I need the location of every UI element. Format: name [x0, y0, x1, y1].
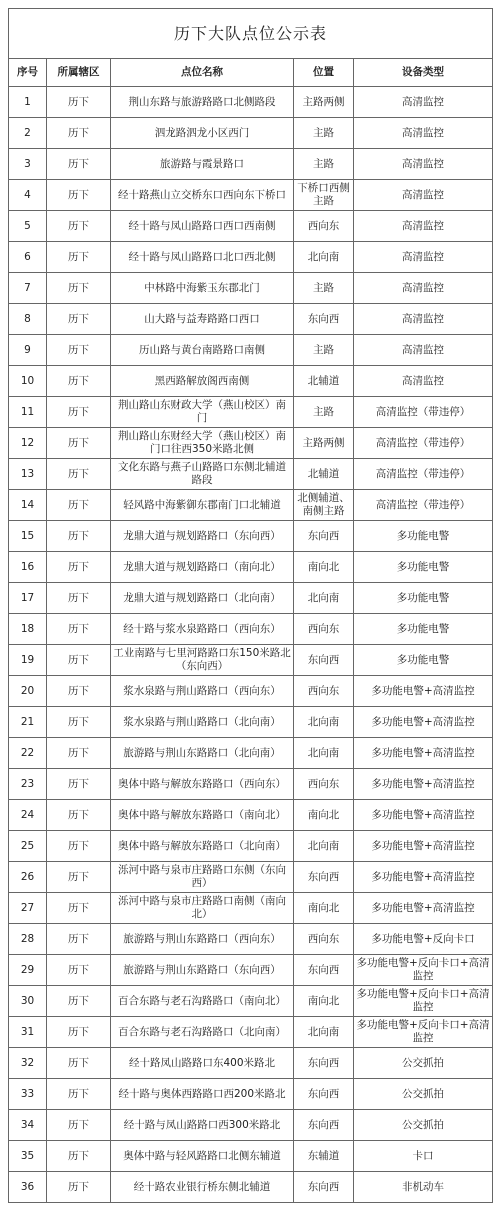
- cell-device-type: 多功能电警: [354, 645, 493, 676]
- cell-position: 南向北: [294, 986, 354, 1017]
- cell-name: 经十路与凤山路路口西300米路北: [111, 1110, 294, 1141]
- cell-device-type: 高清监控: [354, 366, 493, 397]
- cell-position: 北侧辅道、南侧主路: [294, 490, 354, 521]
- cell-no: 14: [9, 490, 47, 521]
- cell-district: 历下: [47, 180, 111, 211]
- cell-device-type: 多功能电警+高清监控: [354, 738, 493, 769]
- cell-no: 34: [9, 1110, 47, 1141]
- cell-name: 旅游路与荆山东路路口（北向南）: [111, 738, 294, 769]
- cell-district: 历下: [47, 428, 111, 459]
- table-body: [9, 87, 493, 1203]
- cell-no: 19: [9, 645, 47, 676]
- cell-no: 36: [9, 1172, 47, 1203]
- header-row: [9, 59, 493, 87]
- cell-name: 经十路与奥体西路路口西200米路北: [111, 1079, 294, 1110]
- cell-no: 9: [9, 335, 47, 366]
- cell-device-type: 高清监控: [354, 273, 493, 304]
- table-row: [9, 1079, 493, 1110]
- cell-district: 历下: [47, 149, 111, 180]
- cell-position: 南向北: [294, 552, 354, 583]
- cell-name: 经十路燕山立交桥东口西向东下桥口: [111, 180, 294, 211]
- header-device-type: 设备类型: [354, 59, 493, 87]
- cell-no: 10: [9, 366, 47, 397]
- cell-no: 4: [9, 180, 47, 211]
- cell-no: 17: [9, 583, 47, 614]
- cell-district: 历下: [47, 1017, 111, 1048]
- cell-name: 荆山东路与旅游路路口北侧路段: [111, 87, 294, 118]
- cell-name: 经十路与凤山路路口西口西南侧: [111, 211, 294, 242]
- table-row: [9, 924, 493, 955]
- table-row: [9, 180, 493, 211]
- cell-device-type: 高清监控: [354, 149, 493, 180]
- header-no: 序号: [9, 59, 47, 87]
- cell-device-type: 公交抓拍: [354, 1048, 493, 1079]
- cell-device-type: 多功能电警+反向卡口+高清监控: [354, 955, 493, 986]
- table-row: [9, 459, 493, 490]
- table-row: [9, 149, 493, 180]
- cell-district: 历下: [47, 769, 111, 800]
- cell-position: 主路: [294, 273, 354, 304]
- cell-district: 历下: [47, 1048, 111, 1079]
- cell-no: 20: [9, 676, 47, 707]
- cell-no: 23: [9, 769, 47, 800]
- cell-position: 东向西: [294, 955, 354, 986]
- header-district: 所属辖区: [47, 59, 111, 87]
- table-row: [9, 242, 493, 273]
- cell-district: 历下: [47, 676, 111, 707]
- cell-position: 东向西: [294, 1172, 354, 1203]
- cell-district: 历下: [47, 335, 111, 366]
- cell-no: 18: [9, 614, 47, 645]
- table-row: [9, 614, 493, 645]
- table-row: [9, 1141, 493, 1172]
- cell-name: 旅游路与霞景路口: [111, 149, 294, 180]
- cell-position: 东向西: [294, 1079, 354, 1110]
- cell-district: 历下: [47, 738, 111, 769]
- cell-device-type: 多功能电警+反向卡口+高清监控: [354, 986, 493, 1017]
- cell-device-type: 多功能电警: [354, 521, 493, 552]
- cell-district: 历下: [47, 1141, 111, 1172]
- cell-position: 东辅道: [294, 1141, 354, 1172]
- cell-name: 历山路与黄台南路路口南侧: [111, 335, 294, 366]
- table-row: [9, 366, 493, 397]
- cell-position: 北向南: [294, 583, 354, 614]
- cell-name: 旅游路与荆山东路路口（西向东）: [111, 924, 294, 955]
- cell-no: 33: [9, 1079, 47, 1110]
- cell-district: 历下: [47, 521, 111, 552]
- cell-no: 27: [9, 893, 47, 924]
- sheet: [8, 8, 492, 1203]
- cell-district: 历下: [47, 955, 111, 986]
- cell-district: 历下: [47, 459, 111, 490]
- cell-device-type: 高清监控: [354, 118, 493, 149]
- cell-device-type: 多功能电警: [354, 583, 493, 614]
- cell-name: 奥体中路与解放东路路口（南向北）: [111, 800, 294, 831]
- cell-no: 6: [9, 242, 47, 273]
- cell-position: 主路两侧: [294, 428, 354, 459]
- cell-district: 历下: [47, 397, 111, 428]
- cell-no: 26: [9, 862, 47, 893]
- cell-device-type: 非机动车: [354, 1172, 493, 1203]
- cell-name: 浆水泉路与荆山路路口（西向东）: [111, 676, 294, 707]
- cell-no: 25: [9, 831, 47, 862]
- cell-name: 山大路与益寿路路口西口: [111, 304, 294, 335]
- table-row: [9, 335, 493, 366]
- table-title: 历下大队点位公示表: [9, 9, 493, 59]
- cell-position: 主路: [294, 118, 354, 149]
- cell-name: 奥体中路与解放东路路口（西向东）: [111, 769, 294, 800]
- table-row: [9, 738, 493, 769]
- table-row: [9, 87, 493, 118]
- cell-position: 西向东: [294, 614, 354, 645]
- table-row: [9, 831, 493, 862]
- cell-name: 泺河中路与泉市庄路路口南侧（南向北）: [111, 893, 294, 924]
- cell-no: 11: [9, 397, 47, 428]
- cell-district: 历下: [47, 614, 111, 645]
- cell-position: 东向西: [294, 304, 354, 335]
- cell-district: 历下: [47, 304, 111, 335]
- cell-no: 8: [9, 304, 47, 335]
- cell-district: 历下: [47, 862, 111, 893]
- cell-device-type: 卡口: [354, 1141, 493, 1172]
- cell-name: 龙鼎大道与规划路路口（北向南）: [111, 583, 294, 614]
- cell-position: 北向南: [294, 831, 354, 862]
- cell-district: 历下: [47, 87, 111, 118]
- cell-no: 13: [9, 459, 47, 490]
- cell-name: 荆山路山东财经大学（燕山校区）南门口往西350米路北侧: [111, 428, 294, 459]
- header-position: 位置: [294, 59, 354, 87]
- cell-name: 荆山路山东财政大学（燕山校区）南门: [111, 397, 294, 428]
- cell-no: 3: [9, 149, 47, 180]
- cell-device-type: 多功能电警+反向卡口: [354, 924, 493, 955]
- cell-district: 历下: [47, 366, 111, 397]
- cell-position: 北辅道: [294, 366, 354, 397]
- table-row: [9, 862, 493, 893]
- cell-district: 历下: [47, 552, 111, 583]
- cell-device-type: 高清监控: [354, 335, 493, 366]
- table-row: [9, 583, 493, 614]
- cell-name: 工业南路与七里河路路口东150米路北（东向西）: [111, 645, 294, 676]
- cell-name: 奥体中路与轻风路路口北侧东辅道: [111, 1141, 294, 1172]
- cell-device-type: 多功能电警+反向卡口+高清监控: [354, 1017, 493, 1048]
- cell-position: 南向北: [294, 893, 354, 924]
- cell-district: 历下: [47, 986, 111, 1017]
- cell-district: 历下: [47, 831, 111, 862]
- cell-no: 22: [9, 738, 47, 769]
- cell-position: 西向东: [294, 769, 354, 800]
- cell-position: 下桥口西侧主路: [294, 180, 354, 211]
- cell-name: 泗龙路泗龙小区西门: [111, 118, 294, 149]
- cell-device-type: 多功能电警+高清监控: [354, 676, 493, 707]
- table-row: [9, 676, 493, 707]
- table-row: [9, 1048, 493, 1079]
- cell-device-type: 高清监控（带违停）: [354, 459, 493, 490]
- cell-position: 北向南: [294, 1017, 354, 1048]
- cell-district: 历下: [47, 924, 111, 955]
- cell-device-type: 多功能电警: [354, 614, 493, 645]
- cell-name: 旅游路与荆山东路路口（东向西）: [111, 955, 294, 986]
- cell-position: 东向西: [294, 1110, 354, 1141]
- cell-device-type: 高清监控: [354, 304, 493, 335]
- cell-no: 30: [9, 986, 47, 1017]
- cell-device-type: 多功能电警+高清监控: [354, 707, 493, 738]
- cell-district: 历下: [47, 707, 111, 738]
- cell-name: 泺河中路与泉市庄路路口东侧（东向西）: [111, 862, 294, 893]
- cell-device-type: 高清监控（带违停）: [354, 397, 493, 428]
- cell-name: 经十路与浆水泉路路口（西向东）: [111, 614, 294, 645]
- table-row: [9, 955, 493, 986]
- cell-device-type: 多功能电警+高清监控: [354, 862, 493, 893]
- table-row: [9, 645, 493, 676]
- cell-position: 北向南: [294, 242, 354, 273]
- cell-device-type: 多功能电警+高清监控: [354, 893, 493, 924]
- cell-device-type: 公交抓拍: [354, 1110, 493, 1141]
- table-row: [9, 769, 493, 800]
- cell-position: 北向南: [294, 738, 354, 769]
- cell-device-type: 高清监控（带违停）: [354, 428, 493, 459]
- cell-device-type: 高清监控: [354, 87, 493, 118]
- table-row: [9, 893, 493, 924]
- table-row: [9, 1017, 493, 1048]
- cell-no: 31: [9, 1017, 47, 1048]
- cell-device-type: 多功能电警+高清监控: [354, 831, 493, 862]
- cell-device-type: 高清监控: [354, 211, 493, 242]
- cell-name: 文化东路与燕子山路路口东侧北辅道路段: [111, 459, 294, 490]
- cell-position: 东向西: [294, 1048, 354, 1079]
- table-row: [9, 273, 493, 304]
- cell-position: 东向西: [294, 862, 354, 893]
- table-row: [9, 428, 493, 459]
- table-row: [9, 397, 493, 428]
- cell-district: 历下: [47, 800, 111, 831]
- header-name: 点位名称: [111, 59, 294, 87]
- table-row: [9, 304, 493, 335]
- table-row: [9, 211, 493, 242]
- cell-position: 西向东: [294, 211, 354, 242]
- table-row: [9, 707, 493, 738]
- cell-district: 历下: [47, 118, 111, 149]
- cell-name: 经十路农业银行桥东侧北辅道: [111, 1172, 294, 1203]
- cell-position: 东向西: [294, 645, 354, 676]
- cell-device-type: 多功能电警: [354, 552, 493, 583]
- cell-device-type: 高清监控: [354, 180, 493, 211]
- cell-district: 历下: [47, 1079, 111, 1110]
- table-row: [9, 552, 493, 583]
- cell-district: 历下: [47, 273, 111, 304]
- cell-position: 东向西: [294, 521, 354, 552]
- cell-no: 16: [9, 552, 47, 583]
- cell-name: 龙鼎大道与规划路路口（东向西）: [111, 521, 294, 552]
- cell-device-type: 公交抓拍: [354, 1079, 493, 1110]
- cell-district: 历下: [47, 242, 111, 273]
- cell-device-type: 多功能电警+高清监控: [354, 800, 493, 831]
- cell-position: 主路: [294, 149, 354, 180]
- cell-name: 浆水泉路与荆山路路口（北向南）: [111, 707, 294, 738]
- cell-position: 北辅道: [294, 459, 354, 490]
- cell-no: 24: [9, 800, 47, 831]
- cell-device-type: 多功能电警+高清监控: [354, 769, 493, 800]
- cell-district: 历下: [47, 211, 111, 242]
- cell-position: 南向北: [294, 800, 354, 831]
- cell-name: 百合东路与老石沟路路口（南向北）: [111, 986, 294, 1017]
- cell-name: 奥体中路与解放东路路口（北向南）: [111, 831, 294, 862]
- cell-name: 黑西路解放阁西南侧: [111, 366, 294, 397]
- cell-position: 西向东: [294, 676, 354, 707]
- table-row: [9, 118, 493, 149]
- table-row: [9, 800, 493, 831]
- table-row: [9, 490, 493, 521]
- cell-no: 32: [9, 1048, 47, 1079]
- cell-no: 7: [9, 273, 47, 304]
- cell-no: 12: [9, 428, 47, 459]
- cell-no: 5: [9, 211, 47, 242]
- cell-district: 历下: [47, 893, 111, 924]
- cell-position: 主路: [294, 335, 354, 366]
- cell-position: 主路两侧: [294, 87, 354, 118]
- cell-no: 28: [9, 924, 47, 955]
- cell-position: 西向东: [294, 924, 354, 955]
- cell-position: 主路: [294, 397, 354, 428]
- cell-district: 历下: [47, 490, 111, 521]
- cell-position: 北向南: [294, 707, 354, 738]
- cell-no: 21: [9, 707, 47, 738]
- cell-no: 2: [9, 118, 47, 149]
- cell-device-type: 高清监控: [354, 242, 493, 273]
- cell-name: 百合东路与老石沟路路口（北向南）: [111, 1017, 294, 1048]
- site-table: [8, 8, 493, 1203]
- cell-name: 中林路中海紫玉东郡北门: [111, 273, 294, 304]
- cell-no: 15: [9, 521, 47, 552]
- cell-no: 29: [9, 955, 47, 986]
- cell-district: 历下: [47, 1110, 111, 1141]
- cell-no: 35: [9, 1141, 47, 1172]
- cell-district: 历下: [47, 645, 111, 676]
- cell-district: 历下: [47, 1172, 111, 1203]
- table-row: [9, 986, 493, 1017]
- cell-name: 龙鼎大道与规划路路口（南向北）: [111, 552, 294, 583]
- table-row: [9, 1110, 493, 1141]
- cell-district: 历下: [47, 583, 111, 614]
- table-row: [9, 1172, 493, 1203]
- table-row: [9, 521, 493, 552]
- cell-name: 经十路凤山路路口东400米路北: [111, 1048, 294, 1079]
- cell-device-type: 高清监控（带违停）: [354, 490, 493, 521]
- cell-no: 1: [9, 87, 47, 118]
- cell-name: 轻风路中海紫御东郡南门口北辅道: [111, 490, 294, 521]
- cell-name: 经十路与凤山路路口北口西北侧: [111, 242, 294, 273]
